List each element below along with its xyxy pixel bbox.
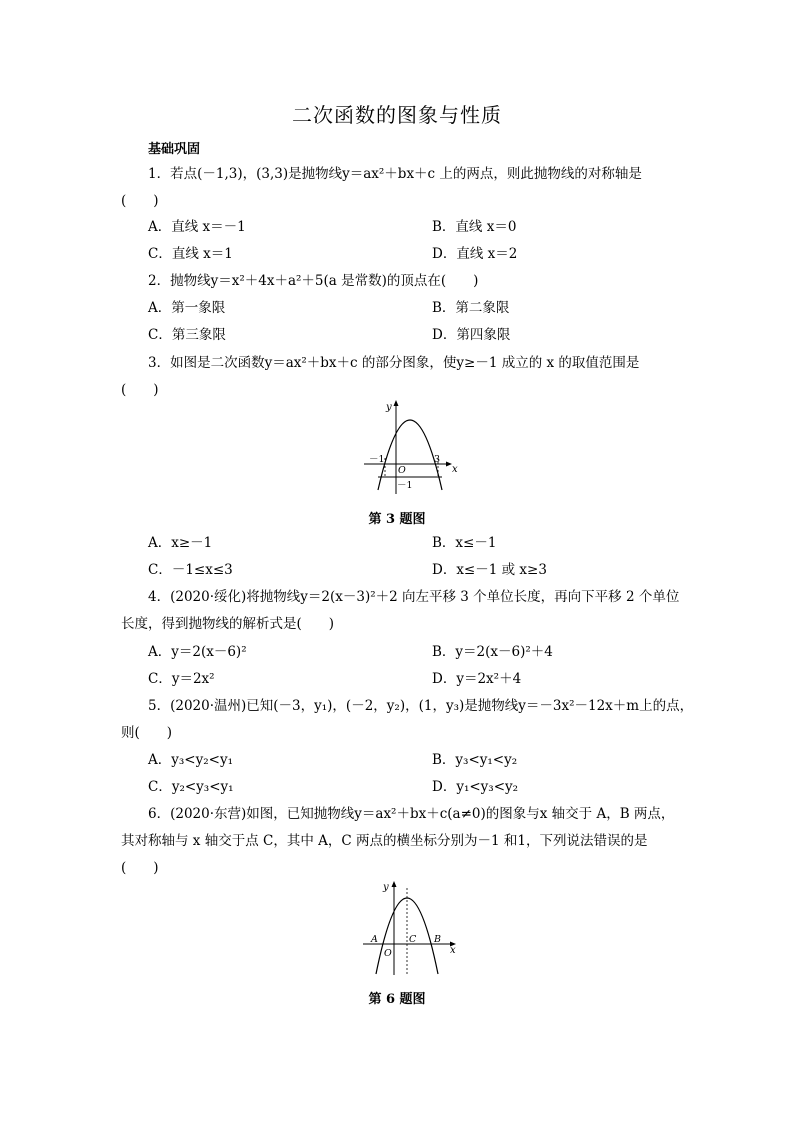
q3-stem: 3．如图是二次函数y＝ax²＋bx＋c 的部分图象，使y≥－1 成立的 x 的取值范围是	[148, 355, 640, 371]
q5-option-d: D．y₁<y₃<y₂	[432, 779, 519, 795]
q6-stem: 6．(2020·东营)如图，已知抛物线y＝ax²＋bx＋c(a≠0)的图象与x 轴交于 A，B 两点，	[148, 806, 675, 822]
q6-y-arrow	[392, 881, 397, 887]
q6-paren: ( )	[121, 860, 159, 876]
q4-stem-cont: 长度，得到抛物线的解析式是( )	[121, 616, 335, 632]
q3-option-b: B．x≤－1	[432, 535, 497, 551]
q5-option-a: A．y₃<y₂<y₁	[148, 752, 233, 768]
q1-option-d: D．直线 x＝2	[432, 246, 518, 262]
q4-option-c: C．y＝2x²	[148, 671, 215, 687]
q5-option-c: C．y₂<y₃<y₁	[148, 779, 234, 795]
section-heading: 基础巩固	[148, 142, 201, 157]
q3-option-a: A．x≥－1	[148, 535, 213, 551]
q6-x-label: x	[450, 945, 456, 956]
q3-label-3: 3	[434, 454, 441, 465]
q6-label-a: A	[371, 934, 378, 945]
q5-option-b: B．y₃<y₁<y₂	[432, 752, 518, 768]
q6-figure	[360, 878, 464, 976]
q4-stem: 4．(2020·绥化)将抛物线y＝2(x－3)²＋2 向左平移 3 个单位长度，再向下平移 2 个单位	[148, 589, 680, 605]
q1-stem: 1．若点(－1,3)，(3,3)是抛物线y＝ax²＋bx＋c 上的两点，则此抛物线的对称轴是	[148, 166, 642, 182]
q3-label-y-minus1: －1	[397, 480, 413, 491]
q2-option-b: B．第二象限	[432, 300, 510, 316]
q1-paren: ( )	[121, 193, 159, 209]
q2-option-c: C．第三象限	[148, 327, 226, 343]
q3-option-d: D．x≤－1 或 x≥3	[432, 562, 547, 578]
q5-stem-cont: 则( )	[121, 725, 173, 741]
q3-label-origin: O	[398, 465, 406, 476]
q1-option-b: B．直线 x＝0	[432, 219, 517, 235]
q3-paren: ( )	[121, 382, 159, 398]
q3-y-arrow	[394, 400, 399, 406]
q2-option-d: D．第四象限	[432, 327, 511, 343]
q1-option-c: C．直线 x＝1	[148, 246, 233, 262]
q3-x-label: x	[452, 464, 458, 475]
page-title: 二次函数的图象与性质	[292, 103, 502, 127]
q3-figure	[362, 398, 464, 496]
q1-option-a: A．直线 x＝－1	[148, 219, 246, 235]
q4-option-a: A．y＝2(x－6)²	[148, 644, 247, 660]
q4-option-d: D．y＝2x²＋4	[432, 671, 522, 687]
q3-y-label: y	[386, 402, 392, 413]
q6-label-b: B	[434, 934, 441, 945]
q6-label-c: C	[409, 934, 417, 945]
q2-stem: 2．抛物线y＝x²＋4x＋a²＋5(a 是常数)的顶点在( )	[148, 273, 479, 289]
q3-label-minus1: －1	[369, 454, 385, 465]
q4-option-b: B．y＝2(x－6)²＋4	[432, 644, 553, 660]
q3-figure-caption: 第 3 题图	[368, 512, 426, 527]
q6-stem-cont: 其对称轴与 x 轴交于点 C，其中 A，C 两点的横坐标分别为－1 和1，下列说法错误的是	[121, 833, 648, 849]
q6-figure-caption: 第 6 题图	[368, 992, 426, 1007]
q6-label-origin: O	[384, 948, 392, 959]
q5-stem: 5．(2020·温州)已知(－3，y₁)，(－2，y₂)，(1，y₃)是抛物线y＝－3x²－12x＋m上的点，	[148, 698, 694, 714]
q3-option-c: C．－1≤x≤3	[148, 562, 233, 578]
q2-option-a: A．第一象限	[148, 300, 226, 316]
q6-y-label: y	[383, 882, 389, 893]
